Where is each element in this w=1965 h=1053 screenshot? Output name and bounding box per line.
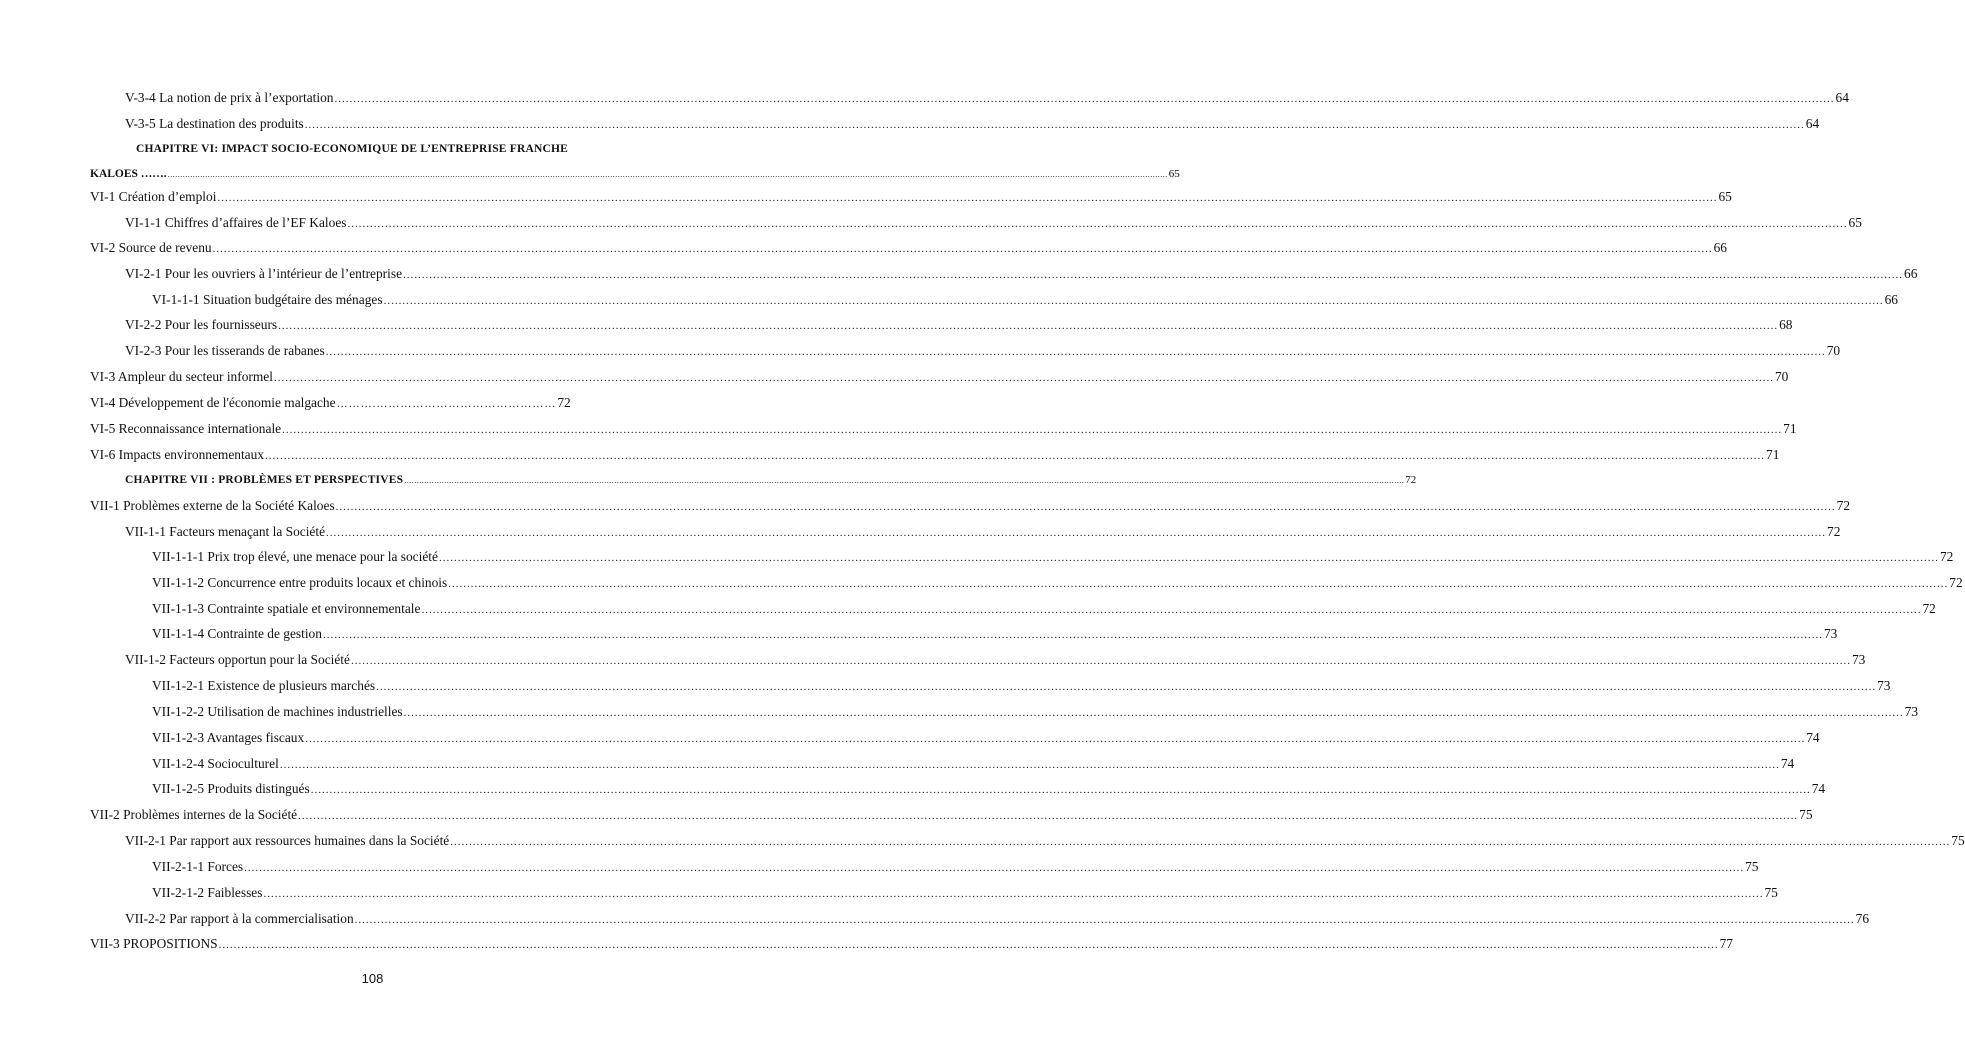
toc-entry-label: VI-4 Développement de l'économie malgache [90,395,336,410]
toc-entry-label: VI-2 Source de revenu [90,240,212,255]
toc-chapter-heading [0,470,1417,490]
toc-entry-label: VII-1-2-3 Avantages fiscaux [152,730,305,745]
toc-entry-page: 72 [557,395,571,410]
toc-entry-label: VII-2-1-2 Faiblesses [152,885,263,900]
toc-entry [0,779,1826,799]
toc-entry-label: VII-1-1-3 Contrainte spatiale et environnementale [152,601,421,616]
toc-entry [0,728,1820,748]
toc-entry-page: 65 [1718,189,1732,204]
toc-leader: ................................................................................................................................................................................................................................................................................................................................................................................................................ [244,862,1745,874]
toc-entry-page: 64 [1805,116,1820,131]
toc-leader: ................................................................................................................................................................................................................................................................................................................................................................................................................ [218,939,1719,951]
toc-entry-page: 72 [1836,498,1851,513]
toc-entry-page: 64 [1835,90,1849,105]
toc-entry [0,831,1965,851]
toc-entry [0,857,1759,877]
toc-entry-label: VI-2-2 Pour les fournisseurs [125,317,278,332]
toc-entry-page: 72 [1939,549,1954,564]
toc-entry-page: 74 [1811,781,1826,796]
toc-entry-page: 76 [1855,911,1870,926]
toc-leader: ................................................................................................................................................................................................................................................................................................................................................................................................................ [403,707,1904,719]
toc-leader: ................................................................................................................................................................................................................................................................................................................................................................................................................ [298,810,1799,822]
toc-leader: ................................................................................................................................................................................................................................................................................................................................................................................................................ [350,655,1851,667]
toc-leader: ................................................................................................................................................................................................................................................................................................................................................................................................................ [347,218,1848,230]
toc-entry [0,522,1841,542]
toc-entry-page: 72 [1922,601,1936,616]
toc-entry-page: 75 [1799,807,1813,822]
toc-entry-label: VI-2-3 Pour les tisserands de rabanes [125,343,325,358]
toc-leader: ................................................................................................................................................................................................................................................................................................................................................................................................................ [335,501,1836,513]
toc-entry [0,702,1919,722]
toc-entry [0,934,1733,954]
toc-entry [0,238,1727,258]
toc-entry-label: VII-2-1-1 Forces [152,859,244,874]
toc-entry-page: 66 [1713,240,1727,255]
toc-entry [0,114,1820,134]
toc-entry-label: VI-5 Reconnaissance internationale [90,421,282,436]
toc-entry-page: 66 [1904,266,1918,281]
page-number: 108 [361,971,384,986]
toc-leader: ................................................................................................................................................................................................................................................................................................................................................................................................................ [305,733,1806,745]
toc-entry-page: 65 [1848,215,1862,230]
toc-leader: ……….……………………………………… [336,398,557,410]
toc-entry-page: 77 [1719,936,1733,951]
toc-entry-page: 66 [1884,292,1898,307]
toc-entry-page: 73 [1823,626,1838,641]
toc-entry-page: 73 [1877,678,1891,693]
toc-entry-label: KALOES ……. [90,168,167,180]
toc-entry-page: 70 [1774,369,1789,384]
toc-entry-page: 65 [1168,168,1180,180]
toc-entry [0,805,1813,825]
toc-entry [0,419,1797,439]
toc-entry-page: 75 [1951,833,1965,848]
toc-chapter-heading [0,139,745,159]
toc-leader: ................................................................................................................................................................................................................................................................................................................................................................................................................ [421,604,1922,616]
toc-entry [0,367,1789,387]
toc-entry-label: VII-1-2-1 Existence de plusieurs marchés [152,678,376,693]
toc-leader: ................................................................................................................................................................................................................................................................................................................................................................................................................ [167,170,1168,179]
toc-leader: ................................................................................................................................................................................................................................................................................................................................................................................................................ [403,269,1904,281]
toc-entry-page: 71 [1766,447,1780,462]
toc-leader: ................................................................................................................................................................................................................................................................................................................................................................................................................ [217,192,1718,204]
toc-leader: ................................................................................................................................................................................................................................................................................................................................................................................................................ [263,888,1764,900]
toc-leader: ................................................................................................................................................................................................................................................................................................................................................................................................................ [310,784,1811,796]
toc-entry [0,88,1849,108]
toc-entry-page: 70 [1826,343,1841,358]
toc-entry-page: 71 [1783,421,1797,436]
toc-entry-label: VI-1 Création d’emploi [90,189,217,204]
toc-leader: ................................................................................................................................................................................................................................................................................................................................................................................................................ [273,372,1774,384]
toc-entry-label: VII-2-1 Par rapport aux ressources humaines dans la Société [125,833,450,848]
toc-entry-label: VII-1-1-4 Contrainte de gestion [152,626,322,641]
toc-entry-label: VII-1-2-2 Utilisation de machines industrielles [152,704,403,719]
toc-leader: ................................................................................................................................................................................................................................................................................................................................................................................................................ [404,476,1405,485]
toc-entry [0,650,1866,670]
toc-entry-label: VII-1 Problèmes externe de la Société Kaloes [90,498,335,513]
toc-entry-page: 72 [1405,474,1417,486]
toc-entry-label: VII-1-1 Facteurs menaçant la Société [125,524,326,539]
toc-entry-page: 73 [1904,704,1919,719]
toc-leader: ................................................................................................................................................................................................................................................................................................................................................................................................................ [383,295,1884,307]
toc-leader: ................................................................................................................................................................................................................................................................................................................................................................................................................ [354,914,1855,926]
toc-leader: ................................................................................................................................................................................................................................................................................................................................................................................................................ [438,552,1939,564]
toc-chapter-label: CHAPITRE VII : PROBLÈMES ET PERSPECTIVES [125,474,404,486]
toc-entry-label: VII-1-2-4 Socioculturel [152,756,279,771]
toc-entry [0,676,1891,696]
toc-leader: ................................................................................................................................................................................................................................................................................................................................................................................................................ [212,243,1713,255]
toc-leader: ................................................................................................................................................................................................................................................................................................................................................................................................................ [334,93,1835,105]
toc-entry [0,213,1862,233]
toc-entry-page: 72 [1827,524,1841,539]
toc-entry-page: 74 [1806,730,1820,745]
toc-leader: ................................................................................................................................................................................................................................................................................................................................................................................................................ [325,346,1826,358]
toc-leader: ................................................................................................................................................................................................................................................................................................................................................................................................................ [322,629,1823,641]
toc-entry-page: 72 [1949,575,1963,590]
toc-entry [0,573,1963,593]
toc-entry-label: VII-3 PROPOSITIONS [90,936,218,951]
toc-entry-label: VII-1-1-2 Concurrence entre produits locaux et chinois [152,575,448,590]
toc-entry-label: VII-1-2-5 Produits distingués [152,781,310,796]
toc-entry [0,624,1838,644]
toc-leader: ................................................................................................................................................................................................................................................................................................................................................................................................................ [326,527,1827,539]
toc-leader: ................................................................................................................................................................................................................................................................................................................................................................................................................ [376,681,1877,693]
toc-leader: ................................................................................................................................................................................................................................................................................................................................................................................................................ [265,450,1766,462]
toc-entry [0,496,1851,516]
toc-leader: ................................................................................................................................................................................................................................................................................................................................................................................................................ [282,424,1783,436]
toc-entry-label: VI-6 Impacts environnementaux [90,447,265,462]
toc-entry [0,547,1954,567]
toc-leader: ................................................................................................................................................................................................................................................................................................................................................................................................................ [278,320,1779,332]
toc-entry-label: VII-2-2 Par rapport à la commercialisation [125,911,354,926]
toc-entry-label: V-3-4 La notion de prix à l’exportation [125,90,334,105]
toc-entry [0,909,1870,929]
toc-entry-label: VII-1-1-1 Prix trop élevé, une menace pour la société [152,549,438,564]
toc-entry [0,599,1936,619]
toc-entry-page: 68 [1779,317,1793,332]
toc-entry-label: V-3-5 La destination des produits [125,116,304,131]
toc-entry [0,315,1793,335]
toc-chapter-label: CHAPITRE VI: IMPACT SOCIO-ECONOMIQUE DE L’ENTREPRISE FRANCHE [136,143,569,155]
toc-leader: ................................................................................................................................................................................................................................................................................................................................................................................................................ [448,578,1949,590]
toc-entry-label: VII-2 Problèmes internes de la Société [90,807,298,822]
toc-entry [0,164,1180,184]
toc-entry-label: VII-1-2 Facteurs opportun pour la Société [125,652,350,667]
toc-entry-label: VI-2-1 Pour les ouvriers à l’intérieur de l’entreprise [125,266,403,281]
toc-entry-label: VI-3 Ampleur du secteur informel [90,369,273,384]
toc-entry-page: 73 [1851,652,1866,667]
toc-entry [0,290,1898,310]
toc-entry-page: 75 [1764,885,1778,900]
toc-entry [0,393,745,413]
toc-entry [0,883,1778,903]
toc-entry [0,445,1780,465]
toc-leader: ................................................................................................................................................................................................................................................................................................................................................................................................................ [450,836,1951,848]
toc-entry [0,264,1918,284]
toc-entry [0,187,1732,207]
toc-entry-page: 74 [1780,756,1795,771]
toc-entry [0,754,1795,774]
toc-leader: ................................................................................................................................................................................................................................................................................................................................................................................................................ [304,119,1805,131]
toc-entry-label: VI-1-1 Chiffres d’affaires de l’EF Kaloes [125,215,347,230]
toc-leader: ................................................................................................................................................................................................................................................................................................................................................................................................................ [279,759,1780,771]
toc-entry-page: 75 [1745,859,1759,874]
toc-entry [0,341,1841,361]
toc-entry-label: VI-1-1-1 Situation budgétaire des ménages [152,292,383,307]
